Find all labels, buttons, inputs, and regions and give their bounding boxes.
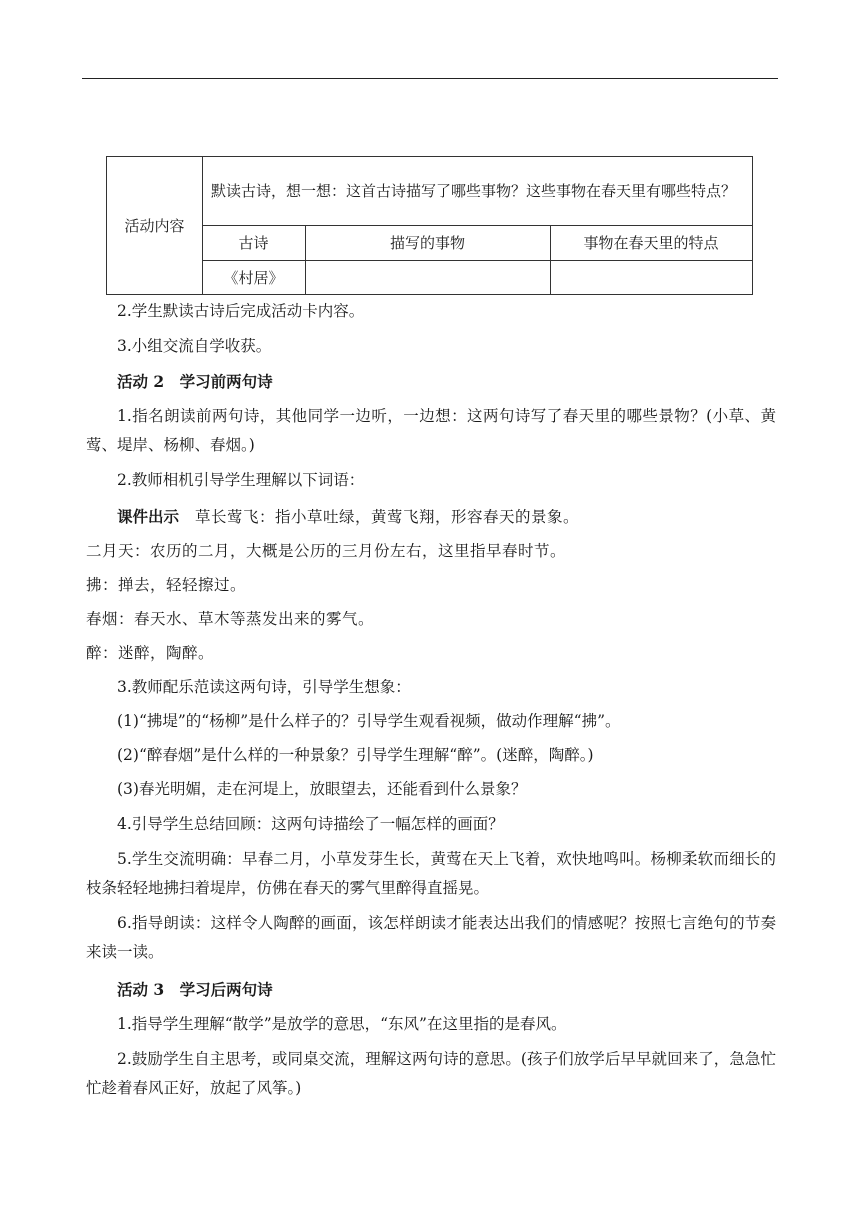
step-text: 6.指导朗读：这样令人陶醉的画面，该怎样朗读才能表达出我们的情感呢？按照七言绝句的节奏来读一读。 <box>86 914 776 961</box>
col-header-features: 事物在春天里的特点 <box>583 234 719 252</box>
definition-text: 拂：掸去，轻轻擦过。 <box>86 576 247 594</box>
step-text: 1.指导学生理解“散学”是放学的意思，“东风”在这里指的是春风。 <box>117 1015 567 1033</box>
step-text: 1.指名朗读前两句诗，其他同学一边听，一边想：这两句诗写了春天里的哪些景物？(小草、黄莺、堤岸、杨柳、春烟。) <box>86 407 776 454</box>
step-text: 3.小组交流自学收获。 <box>117 337 272 355</box>
courseware-label: 课件出示 <box>117 507 180 526</box>
step-text: (1)“拂堤”的“杨柳”是什么样子的？引导学生观看视频，做动作理解“拂”。 <box>117 712 621 730</box>
definition-text: 醉：迷醉，陶醉。 <box>86 644 215 662</box>
courseware-line <box>86 502 776 532</box>
section-heading: 活动 2 学习前两句诗 <box>117 372 273 391</box>
step-text: 2.教师相机引导学生理解以下词语： <box>117 471 365 489</box>
step-text: 3.教师配乐范读这两句诗，引导学生想象： <box>117 678 411 696</box>
col-header-things: 描写的事物 <box>389 234 465 252</box>
header-rule <box>82 78 778 79</box>
step-text: 2.学生默读古诗后完成活动卡内容。 <box>117 302 365 320</box>
section-heading: 活动 3 学习后两句诗 <box>117 980 273 999</box>
step-text: (3)春光明媚，走在河堤上，放眼望去，还能看到什么景象？ <box>117 780 527 798</box>
step-text: (2)“醉春烟”是什么样的一种景象？引导学生理解“醉”。(迷醉，陶醉。) <box>117 746 594 764</box>
definition-text: 二月天：农历的二月，大概是公历的三月份左右，这里指早春时节。 <box>86 542 567 560</box>
activity-table <box>106 156 753 295</box>
step-text: 2.鼓励学生自主思考，或同桌交流，理解这两句诗的意思。(孩子们放学后早早就回来了，急急忙忙趁着春风正好，放起了风筝。) <box>86 1050 776 1097</box>
definition-text: 春烟：春天水、草木等蒸发出来的雾气。 <box>86 610 375 628</box>
step-text: 5.学生交流明确：早春二月，小草发芽生长，黄莺在天上飞着，欢快地鸣叫。杨柳柔软而细长的枝条轻轻地拂扫着堤岸，仿佛在春天的雾气里醉得直摇晃。 <box>86 850 776 897</box>
col-header-poem: 古诗 <box>238 234 269 252</box>
activity-label: 活动内容 <box>124 217 185 235</box>
definition-text: 草长莺飞：指小草吐绿，黄莺飞翔，形容春天的景象。 <box>179 508 580 526</box>
step-text: 4.引导学生总结回顾：这两句诗描绘了一幅怎样的画面？ <box>117 815 504 833</box>
activity-instruction: 默读古诗，想一想：这首古诗描写了哪些事物？这些事物在春天里有哪些特点？ <box>211 181 737 200</box>
poem-title-cell: 《村居》 <box>223 268 284 287</box>
